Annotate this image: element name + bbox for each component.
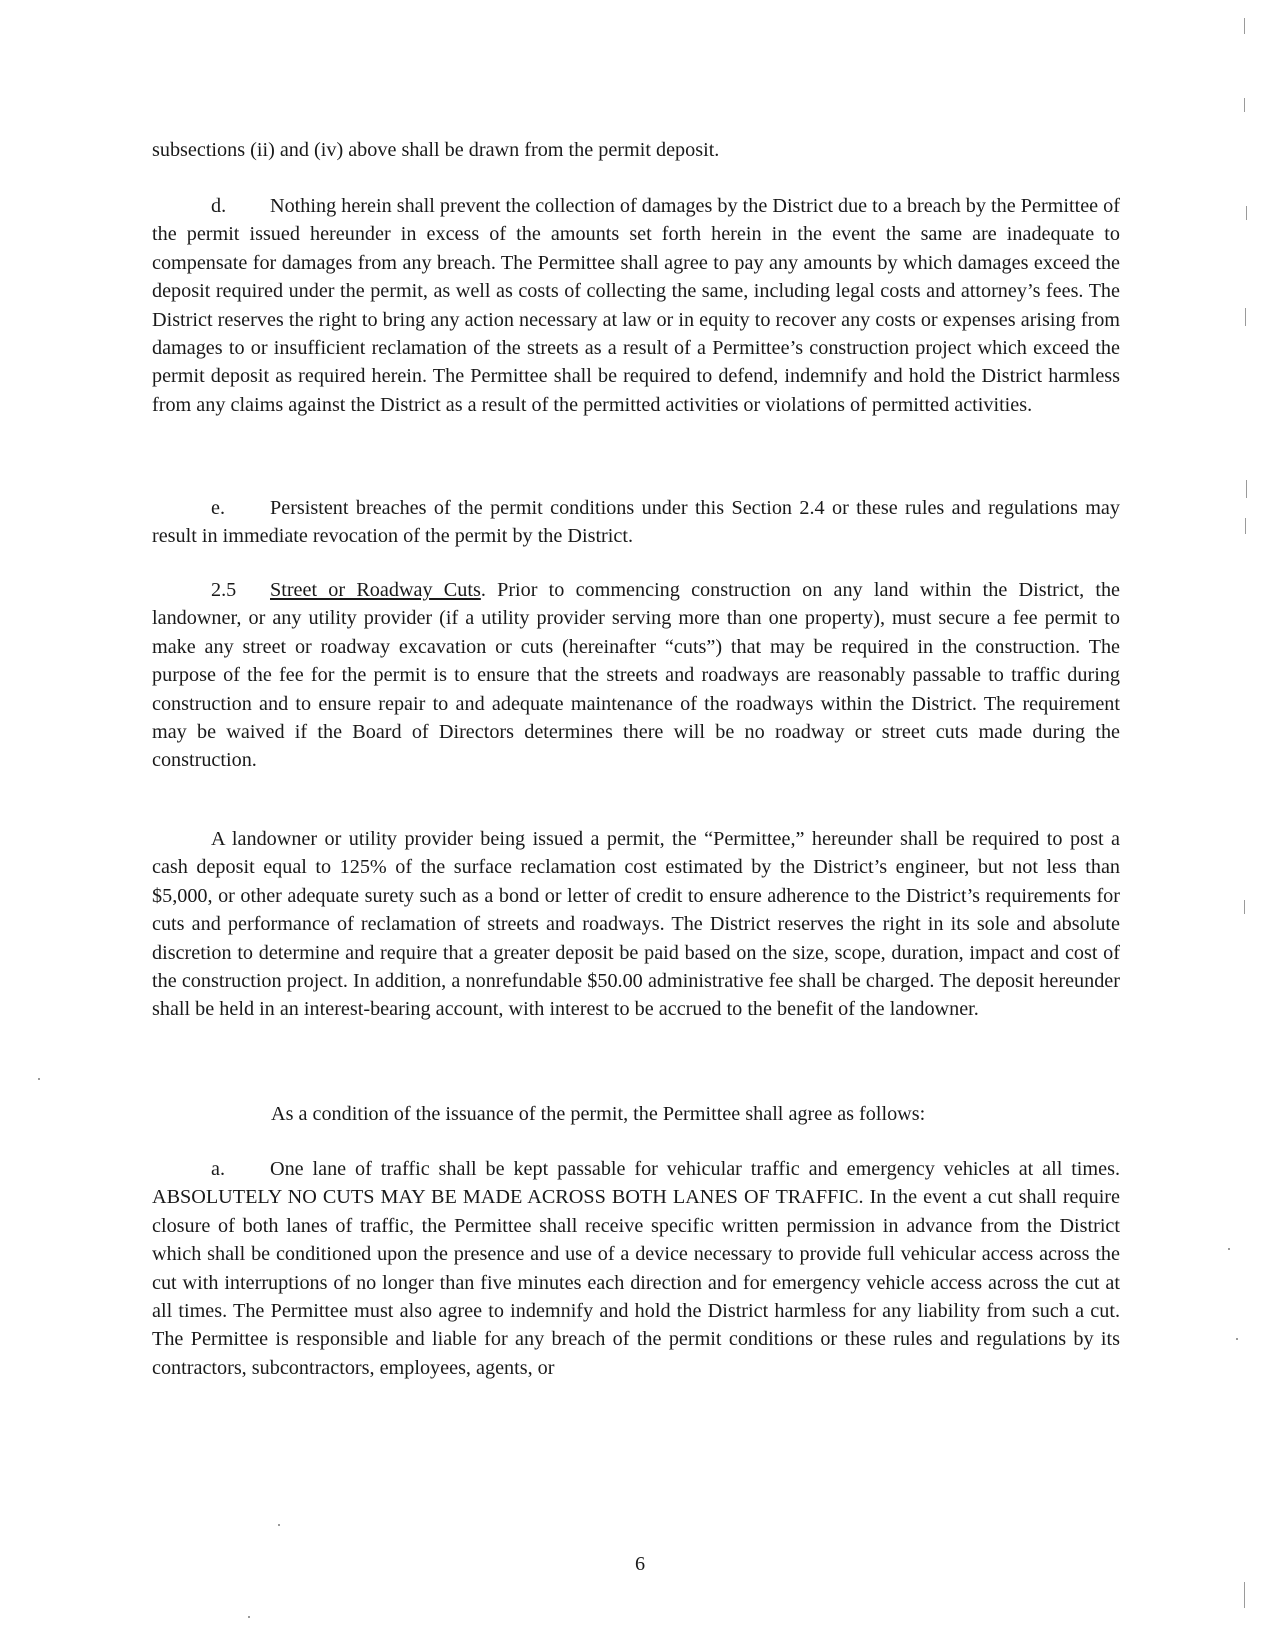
scan-artifact <box>248 1616 250 1618</box>
condition-a-text: One lane of traffic shall be kept passable for vehicular traffic and emergency vehicles at all times. ABSOLUTELY NO CUTS MAY BE MADE ACROSS BOTH LANES OF TRAFFIC. In the event a cut shall require closure of both lanes of traffic, the Permittee shall receive specific written permission in advance from the District which shall be conditioned upon the presence and use of a device necessary to provide full vehicular access across the cut with interruptions of no longer than five minutes each direction and for emergency vehicle access across the cut at all times. The Permittee must also agree to indemnify and hold the District harmless for any liability from such a cut. The Permittee is responsible and liable for any breach of the permit conditions or these rules and regulations by its contractors, subcontractors, employees, agents, or <box>152 1158 1120 1379</box>
scan-artifact <box>278 1524 280 1526</box>
scan-artifact <box>1245 518 1246 534</box>
condition-a-label: a. <box>211 1158 226 1180</box>
page-number: 6 <box>634 1553 646 1575</box>
scan-artifact <box>1244 98 1245 112</box>
scan-artifact <box>1246 206 1247 220</box>
paragraph-d-label: d. <box>211 195 227 217</box>
scan-artifact <box>1244 18 1245 34</box>
paragraph-e <box>152 494 1120 551</box>
scan-artifact <box>1236 1338 1238 1340</box>
section-2-5-heading-punct: . <box>480 579 486 601</box>
scan-artifact <box>1244 1582 1245 1608</box>
section-2-5-heading: Street or Roadway Cuts <box>270 579 481 601</box>
scan-artifact <box>1245 308 1246 326</box>
scan-artifact <box>1244 900 1245 914</box>
continuation-paragraph: subsections (ii) and (iv) above shall be drawn from the permit deposit. <box>152 139 720 161</box>
section-2-5-text: Prior to commencing construction on any land within the District, the landowner, or any utility provider (if a utility provider serving more than one property), must secure a fee permit to make any street or roadway excavation or cuts (hereinafter “cuts”) that may be required in the construction. The purpose of the fee for the permit is to ensure that the streets and roadways are reasonably passable to traffic during construction and to ensure repair to and adequate maintenance of the roadways within the District. The requirement may be waived if the Board of Directors determines there will be no roadway or street cuts made during the construction. <box>152 579 1120 772</box>
scan-artifact <box>38 1078 40 1080</box>
condition-a <box>152 1155 1120 1382</box>
paragraph-d-text: Nothing herein shall prevent the collection of damages by the District due to a breach by the Permittee of the permit issued hereunder in excess of the amounts set forth herein in the event the same are inadequate to compensate for damages from any breach. The Permittee shall agree to pay any amounts by which damages exceed the deposit required under the permit, as well as costs of collecting the same, including legal costs and attorney’s fees. The District reserves the right to bring any action necessary at law or in equity to recover any costs or expenses arising from damages to or insufficient reclamation of the streets as a result of a Permittee’s construction project which exceed the permit deposit as required herein. The Permittee shall be required to defend, indemnify and hold the District harmless from any claims against the District as a result of the permitted activities or violations of permitted activities. <box>152 195 1120 416</box>
scan-artifact <box>1246 480 1247 498</box>
paragraph-e-text: Persistent breaches of the permit conditions under this Section 2.4 or these rules and regulations may result in immediate revocation of the permit by the District. <box>152 497 1120 548</box>
scan-artifact <box>1228 1248 1230 1250</box>
section-2-5 <box>152 576 1120 775</box>
paragraph-e-label: e. <box>211 497 226 519</box>
paragraph-d <box>152 192 1120 419</box>
condition-intro: As a condition of the issuance of the permit, the Permittee shall agree as follows: <box>271 1103 926 1125</box>
deposit-paragraph: A landowner or utility provider being issued a permit, the “Permittee,” hereunder shall be required to post a cash deposit equal to 125% of the surface reclamation cost estimated by the District’s engineer, but not less than $5,000, or other adequate surety such as a bond or letter of credit to ensure adherence to the District’s requirements for cuts and performance of reclamation of streets and roadways. The District reserves the right in its sole and absolute discretion to determine and require that a greater deposit be paid based on the size, scope, duration, impact and cost of the construction project. In addition, a nonrefundable $50.00 administrative fee shall be charged. The deposit hereunder shall be held in an interest-bearing account, with interest to be accrued to the benefit of the landowner. <box>152 828 1120 1021</box>
section-2-5-number: 2.5 <box>211 579 237 601</box>
